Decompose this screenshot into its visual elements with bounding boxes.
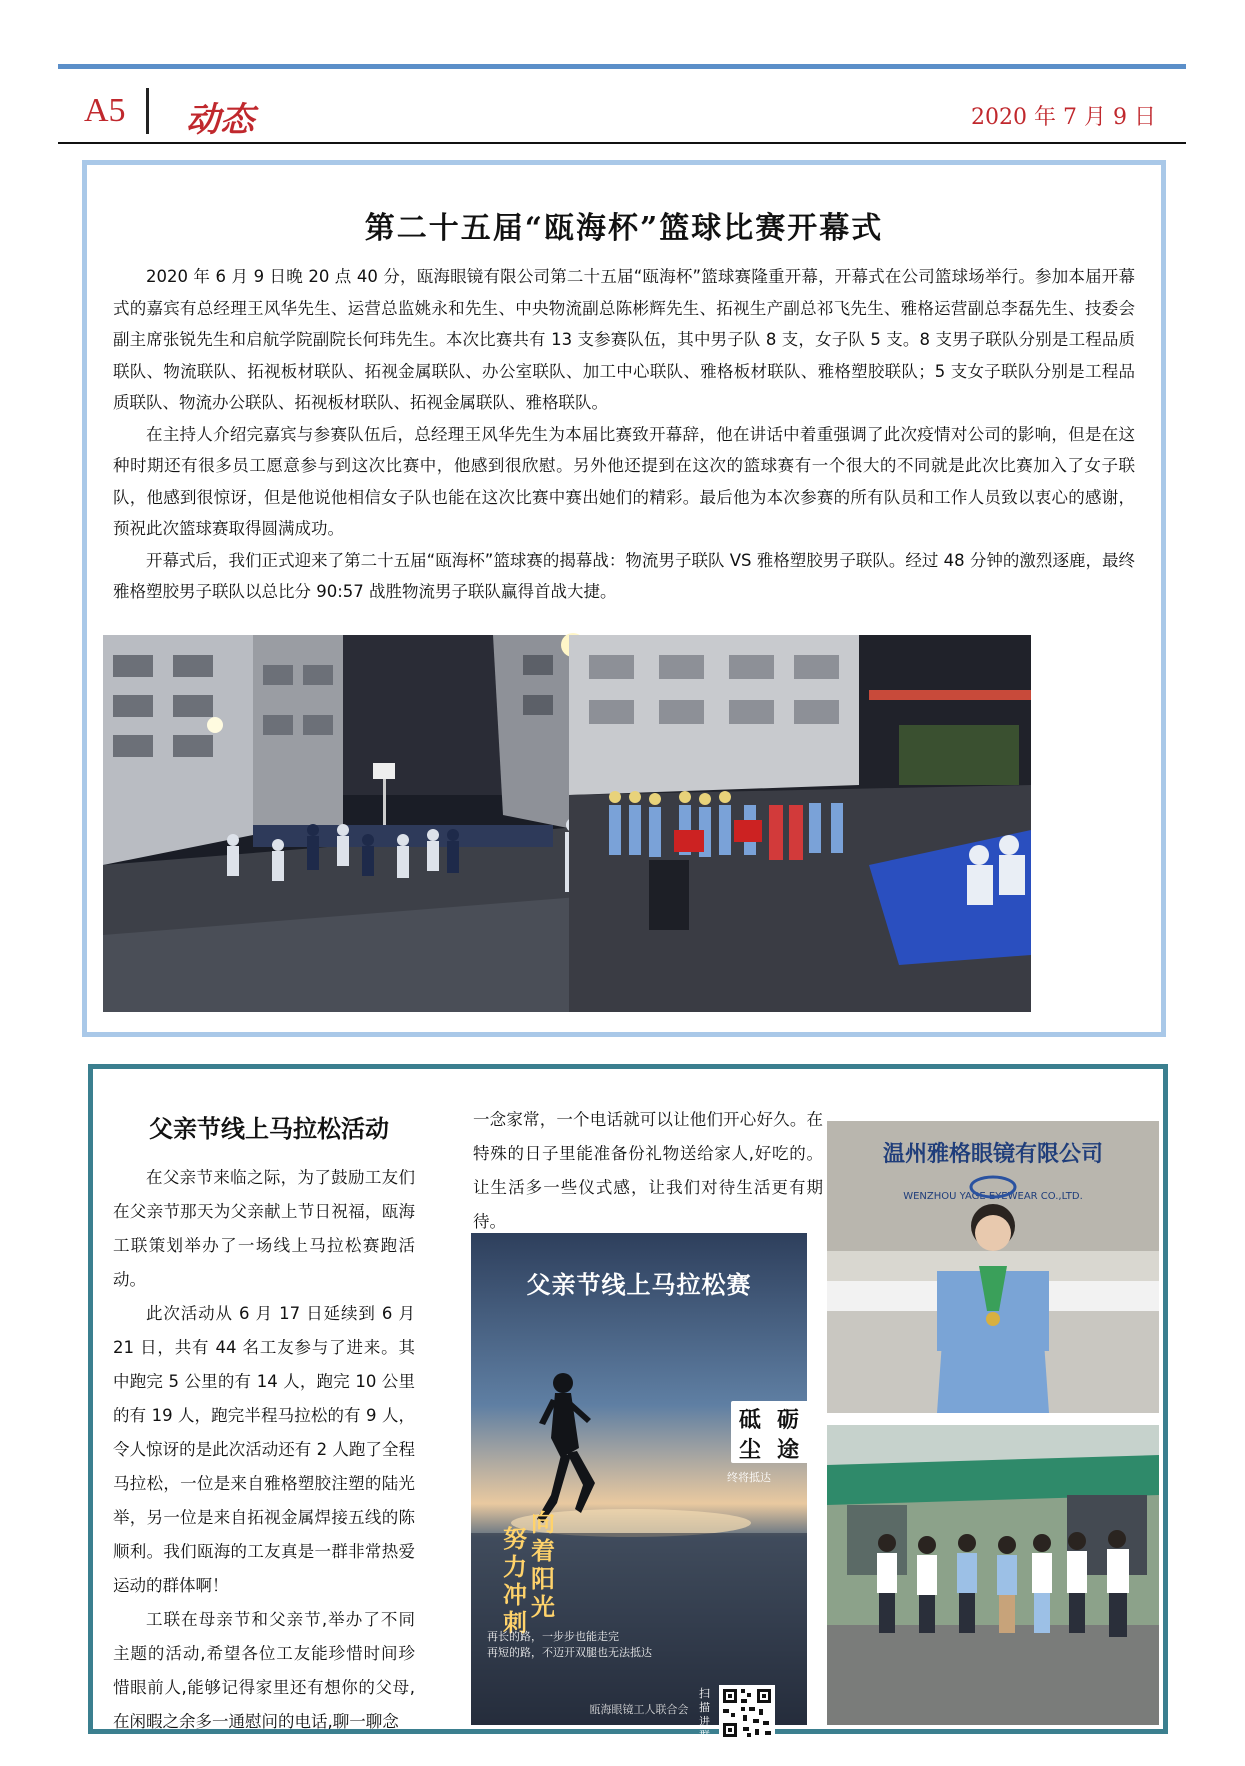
poster-slogan-char: 砺 bbox=[777, 1408, 800, 1433]
article-basketball-body bbox=[113, 261, 1135, 608]
article-marathon-box bbox=[88, 1064, 1168, 1742]
poster-slogan-char: 途 bbox=[777, 1438, 800, 1463]
company-sign-en: WENZHOU YAGE EYEWEAR CO.,LTD. bbox=[903, 1191, 1083, 1202]
opening-ceremony-photo bbox=[569, 635, 1031, 1012]
poster-small-text bbox=[487, 1629, 652, 1661]
company-sign-text: 温州雅格眼镜有限公司 bbox=[882, 1142, 1104, 1167]
poster-slogan-sub: 终将抵达 bbox=[727, 1471, 771, 1484]
poster-small-line: 再长的路，一步步也能走完 bbox=[487, 1630, 619, 1643]
basketball-game-photo bbox=[103, 635, 603, 1012]
poster-footer: 瓯海眼镜工人联合会 bbox=[589, 1703, 689, 1716]
paragraph: 在父亲节来临之际，为了鼓励工友们在父亲节那天为父亲献上节日祝福，瓯海工联策划举办了一场线上马拉松赛跑活动。 bbox=[113, 1168, 415, 1289]
winner-photo bbox=[827, 1121, 1159, 1413]
poster-small-line: 再短的路，不迈开双腿也无法抵达 bbox=[487, 1646, 652, 1659]
award-group-photo bbox=[827, 1425, 1159, 1725]
poster-slogan-char: 砥 bbox=[739, 1408, 762, 1433]
paragraph: 在主持人介绍完嘉宾与参赛队伍后，总经理王风华先生为本届比赛致开幕辞，他在讲话中着重强调了此次疫情对公司的影响，但是在这种时期还有很多员工愿意参与到这次比赛中，他感到很欣慰。另外他还提到在这次的篮球赛有一个很大的不同就是此次比赛加入了女子联队，他感到很惊讶，但是他说他相信女子队也能在这次比赛中赛出她们的精彩。最后他为本次参赛的所有队员和工作人员致以衷心的感谢，预祝此次篮球赛取得圆满成功。 bbox=[113, 424, 1135, 538]
poster-slogan-char: 尘 bbox=[739, 1438, 762, 1463]
poster-slogan-box bbox=[731, 1401, 811, 1463]
poster-title: 父亲节线上马拉松赛 bbox=[526, 1271, 752, 1299]
article-basketball-box bbox=[82, 160, 1166, 1037]
header-rule bbox=[58, 142, 1186, 144]
article-basketball-title: 第二十五届“瓯海杯”篮球比赛开幕式 bbox=[364, 211, 884, 246]
page-number: A5 bbox=[84, 92, 126, 129]
page-header bbox=[58, 88, 1186, 144]
poster-qr-label: 扫描进群 bbox=[699, 1687, 710, 1742]
paragraph: 开幕式后，我们正式迎来了第二十五届“瓯海杯”篮球赛的揭幕战：物流男子联队 VS 雅格塑胶男子联队。经过 48 分钟的激烈逐鹿，最终雅格塑胶男子联队以总比分 90:57 战胜物流男子联队赢得首战大捷。 bbox=[113, 550, 1135, 601]
article-marathon-col1 bbox=[113, 1161, 415, 1739]
top-rule bbox=[58, 64, 1186, 69]
paragraph: 2020 年 6 月 9 日晚 20 点 40 分，瓯海眼镜有限公司第二十五届“瓯海杯”篮球赛隆重开幕，开幕式在公司篮球场举行。参加本届开幕式的嘉宾有总经理王风华先生、运营总监姚永和先生、中央物流副总陈彬辉先生、拓视生产副总祁飞先生、雅格运营副总李磊先生、技委会副主席张锐先生和启航学院副院长何玮先生。本次比赛共有 13 支参赛队伍，其中男子队 8 支，女子队 5 支。8 支男子联队分别是工程品质联队、物流联队、拓视板材联队、拓视金属联队、办公室联队、加工中心联队、雅格板材联队、雅格塑胶联队；5 支女子联队分别是工程品质联队、物流办公联队、拓视板材联队、拓视金属联队、雅格联队。 bbox=[113, 267, 1135, 412]
paragraph: 工联在母亲节和父亲节,举办了不同主题的活动,希望各位工友能珍惜时间珍惜眼前人,能够记得家里还有想你的父母,在闲暇之余多一通慰问的电话,聊一聊念 bbox=[113, 1610, 415, 1731]
marathon-poster bbox=[471, 1233, 807, 1742]
section-title: 动态 bbox=[186, 100, 254, 140]
poster-vertical-slogan-2: 努 力 冲 刺 bbox=[503, 1525, 527, 1637]
paragraph: 此次活动从 6 月 17 日延续到 6 月 21 日，共有 44 名工友参与了进来。其中跑完 5 公里的有 14 人，跑完 10 公里的有 19 人，跑完半程马拉松的有 9 人，令人惊讶的是此次活动还有 2 人跑了全程马拉松，一位是来自雅格塑胶注塑的陆光举，另一位是来自拓视金属焊接五线的陈顺利。我们瓯海的工友真是一群非常热爱运动的群体啊！ bbox=[113, 1304, 415, 1595]
article-marathon-title: 父亲节线上马拉松活动 bbox=[149, 1114, 389, 1143]
article-marathon-col2: 一念家常，一个电话就可以让他们开心好久。在特殊的日子里能准备份礼物送给家人,好吃的。让生活多一些仪式感，让我们对待生活更有期待。 bbox=[473, 1110, 823, 1231]
header-divider bbox=[146, 88, 149, 134]
poster-vertical-slogan-1: 向 着 阳 光 bbox=[531, 1509, 555, 1621]
issue-date: 2020 年 7 月 9 日 bbox=[971, 105, 1156, 130]
